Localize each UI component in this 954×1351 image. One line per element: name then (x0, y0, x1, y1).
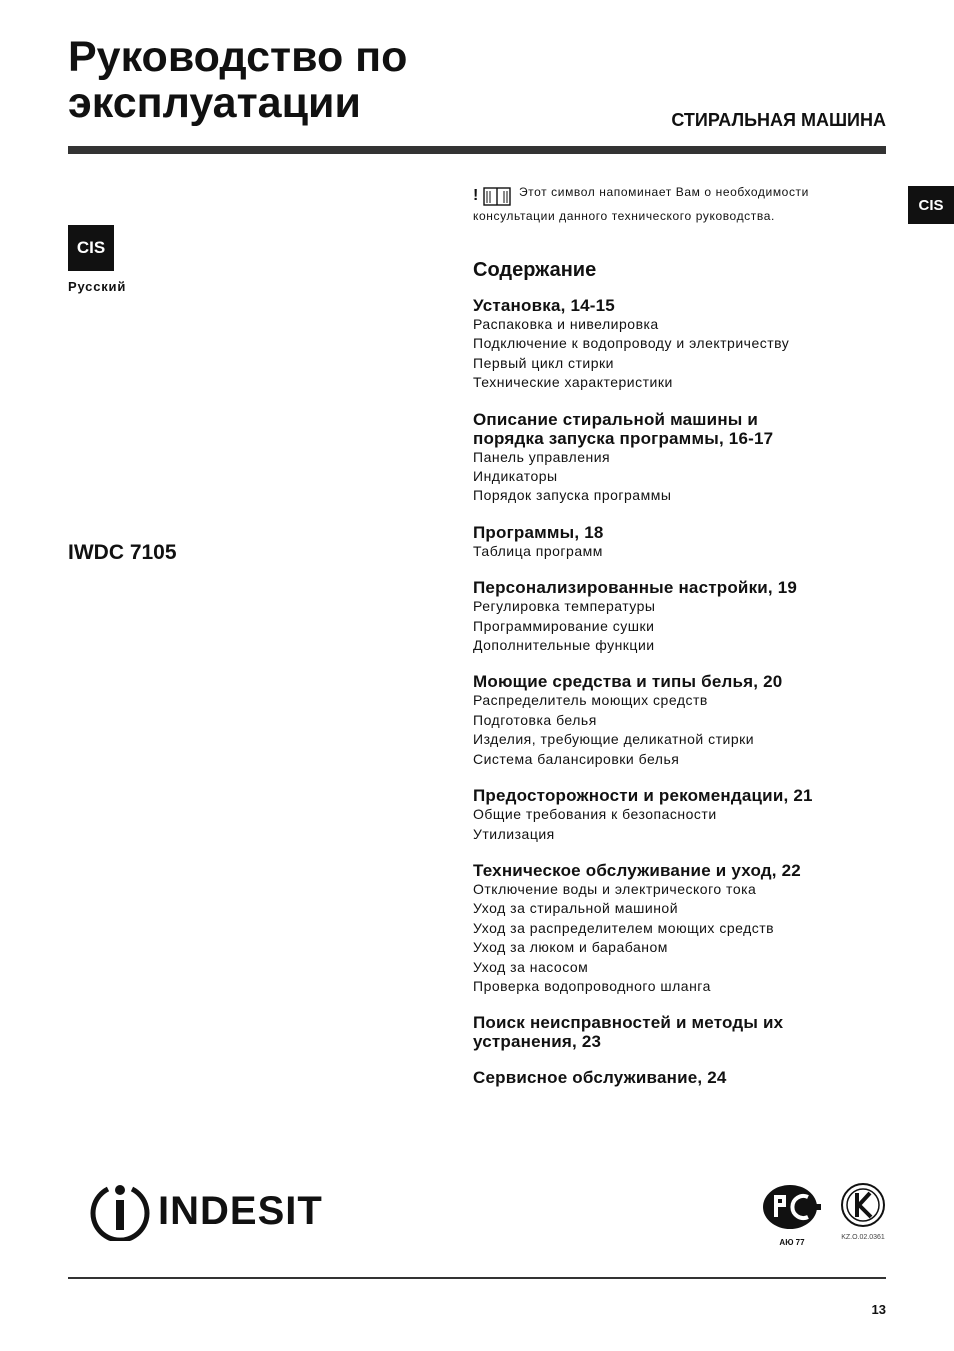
language-code-badge: CIS (68, 225, 114, 271)
toc-item: Общие требования к безопасности (473, 806, 717, 823)
header-divider (68, 146, 886, 154)
toc-section-title: Программы, 18 (473, 522, 604, 542)
certification-number: KZ.O.02.0361 (841, 1234, 885, 1241)
book-icon (483, 186, 511, 206)
toc-section-title: Предосторожности и рекомендации, 21 (473, 786, 813, 806)
toc-item: Панель управления (473, 448, 611, 465)
toc-section-title: Техническое обслуживание и уход, 22 (473, 860, 801, 880)
toc-item: Распределитель моющих средств (473, 692, 708, 709)
toc-section (473, 672, 893, 769)
toc-section-title: Сервисное обслуживание, 24 (473, 1068, 727, 1088)
certification-code: АЮ 77 (779, 1238, 805, 1247)
toc-section-title: Персонализированные настройки, 19 (473, 578, 798, 598)
certification-mark-pct (762, 1183, 822, 1247)
certification-mark-kz (838, 1182, 888, 1241)
footer-divider (68, 1277, 886, 1279)
brand-wordmark: INDESIT (158, 1188, 323, 1233)
toc-section (473, 578, 893, 655)
toc-item: Распаковка и нивелировка (473, 316, 659, 332)
toc-item: Индикаторы (473, 468, 558, 485)
toc-item: Утилизация (473, 825, 555, 842)
toc-item: Система балансировки белья (473, 750, 680, 767)
toc-item: Первый цикл стирки (473, 354, 614, 371)
brand-logo (88, 1181, 323, 1241)
manual-notice (473, 182, 843, 227)
notice-text: Этот символ напоминает Вам о необходимости консультации данного технического руководства. (473, 185, 809, 223)
model-number: IWDC 7105 (68, 541, 177, 564)
pct-certification-icon (762, 1183, 822, 1231)
toc-heading: Содержание (473, 259, 597, 281)
toc-item: Регулировка температуры (473, 598, 656, 615)
toc-section-title: Поиск неисправностей и методы их устранения, 23 (473, 1013, 784, 1052)
toc-section-title: Описание стиральной машины и порядка запуска программы, 16-17 (473, 409, 774, 448)
toc-item: Таблица программ (473, 542, 603, 559)
toc-section (473, 523, 893, 561)
toc-item: Проверка водопроводного шланга (473, 977, 711, 994)
toc-section-title: Моющие средства и типы белья, 20 (473, 672, 783, 692)
toc-item: Уход за насосом (473, 958, 589, 975)
side-language-tab: CIS (908, 186, 954, 224)
kz-certification-icon (839, 1182, 887, 1228)
toc-section (473, 1068, 893, 1087)
exclamation-icon: ! (473, 187, 479, 204)
title-line-1: Руководство по (68, 33, 408, 81)
table-of-contents (473, 259, 893, 1104)
toc-item: Изделия, требующие деликатной стирки (473, 731, 755, 748)
toc-item: Уход за распределителем моющих средств (473, 919, 775, 936)
toc-section (473, 861, 893, 996)
toc-item: Уход за стиральной машиной (473, 900, 679, 917)
toc-item: Программирование сушки (473, 617, 655, 634)
indesit-i-icon (88, 1181, 152, 1241)
toc-item: Технические характеристики (473, 374, 673, 391)
toc-item: Уход за люком и барабаном (473, 939, 668, 956)
toc-section (473, 296, 893, 393)
toc-item: Дополнительные функции (473, 637, 655, 654)
toc-section (473, 786, 893, 844)
toc-item: Отключение воды и электрического тока (473, 880, 757, 897)
toc-item: Подключение к водопроводу и электричеству (473, 335, 790, 352)
toc-item: Подготовка белья (473, 711, 597, 728)
notice-icons (473, 185, 511, 206)
toc-section (473, 1013, 893, 1051)
toc-sections (473, 296, 893, 1087)
page-number: 13 (871, 1302, 886, 1317)
product-type: СТИРАЛЬНАЯ МАШИНА (671, 110, 886, 130)
title-line-2: эксплуатации (68, 79, 361, 127)
toc-section-title: Установка, 14-15 (473, 296, 615, 315)
language-label: Русский (68, 279, 127, 294)
toc-item: Порядок запуска программы (473, 487, 672, 504)
document-title (68, 34, 407, 126)
toc-section (473, 410, 893, 506)
